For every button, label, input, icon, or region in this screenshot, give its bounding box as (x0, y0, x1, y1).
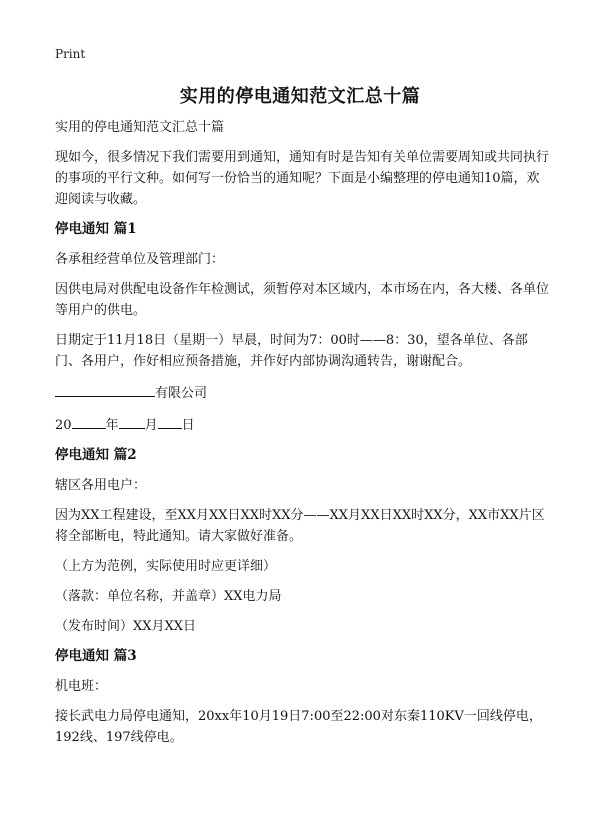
section-1-date (55, 413, 550, 436)
date-prefix: 20 (55, 418, 72, 433)
date-month-label: 月 (144, 418, 158, 433)
year-blank (72, 413, 106, 429)
month-blank (119, 413, 145, 429)
intro-subtitle: 实用的停电通知范文汇总十篇 (55, 120, 225, 135)
company-blank (55, 381, 155, 397)
section-2-body-1: 因为XX工程建设，至XX月XX日XX时XX分——XX月XX日XX时XX分，XX市XX片区将全部断电，特此通知。请大家做好准备。 (55, 508, 545, 544)
section-2-recipient: 辖区各用电户： (55, 478, 147, 493)
print-label[interactable]: Print (55, 47, 86, 61)
section-1-body-2: 日期定于11月18日（星期一）早晨，时间为7：00时——8：30，望各单位、各部门、各用户，作好相应预备措施，并作好内部协调沟通转告，谢谢配合。 (55, 333, 528, 369)
section-heading-2: 停电通知 篇2 (55, 447, 137, 463)
section-2-note-1: （上方为范例，实际使用时应更详细） (55, 559, 277, 574)
document-title: 实用的停电通知范文汇总十篇 (179, 86, 421, 107)
company-suffix: 有限公司 (155, 386, 208, 401)
date-year-label: 年 (105, 418, 119, 433)
section-2-note-2: （落款：单位名称，并盖章）XX电力局 (55, 589, 282, 604)
section-heading-1: 停电通知 篇1 (55, 221, 137, 237)
section-2-note-3: （发布时间）XX月XX日 (55, 619, 197, 634)
section-1-body-1: 因供电局对供配电设备作年检测试，须暂停对本区域内，本市场在内，各大楼、各单位等用户的供电。 (55, 282, 550, 318)
section-3-recipient: 机电班： (55, 679, 108, 694)
section-1-recipient: 各承租经营单位及管理部门： (55, 252, 225, 267)
day-blank (158, 413, 182, 429)
date-day-label: 日 (181, 418, 195, 433)
intro-paragraph: 现如今，很多情况下我们需要用到通知，通知有时是告知有关单位需要周知或共同执行的事项的平行文种。如何写一份恰当的通知呢？下面是小编整理的停电通知10篇，欢迎阅读与收藏。 (55, 150, 550, 207)
document-body (55, 117, 550, 757)
section-3-body-1: 接长武电力局停电通知，20xx年10月19日7:00至22:00对东秦110KV一回线停电，192线、197线停电。 (55, 709, 542, 745)
section-heading-3: 停电通知 篇3 (55, 648, 137, 664)
section-1-signature (55, 381, 550, 404)
